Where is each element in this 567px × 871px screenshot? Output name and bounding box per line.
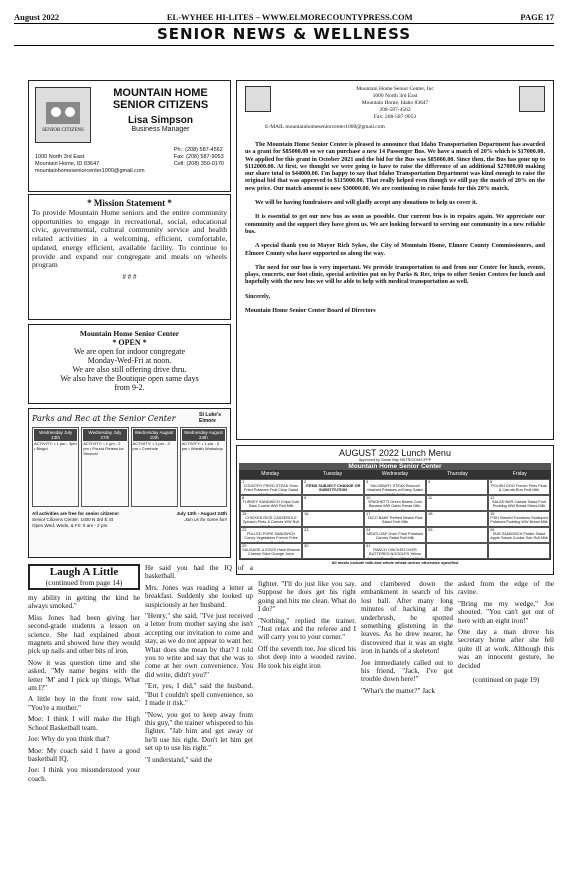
letter-p5: The need for our bus is very important. We provide transportation to and from our Center for lunch, events, plays, concerts, our foot clinic, special activities put on by Parks & Rec, trips to other Senior Centers for lunch and hopefully with the new bus we will be able to help with medical transportation as well. (245, 264, 545, 286)
menu-day-number: 10 (366, 495, 371, 500)
laugh-col2 (145, 564, 253, 767)
activity-card: Wednesday July 27th ACTIVITY: • 1 pm - 2 pm • Pound Fitness for Seniors! (81, 427, 128, 507)
day-header: Friday (489, 470, 551, 478)
business-card (28, 80, 231, 192)
menu-day-number: 1 (242, 479, 245, 484)
parks-days (32, 427, 227, 507)
menu-day-number: 4 (428, 479, 431, 484)
menu-day-headers (239, 470, 551, 478)
letter-p3: It is essential to get our new bus as soon as possible. Our current bus is in repairs again. We appreciate our community and the support they have given us. We are looking forward to serving our community in a new reliable bus. (245, 214, 545, 235)
menu-cell (426, 479, 488, 495)
joke-paragraph: A little boy in the front row said, "You're a mother." (28, 695, 140, 712)
joke-paragraph: One day a man drove his secretary home after she fell quite ill at work. Although this was an innocent gesture, he decided (458, 628, 554, 670)
menu-items: CHICKEN RICE CASSEROLE Spinach Peas & Carrots WW Roll Milk Brownie (242, 516, 300, 527)
menu-cell (364, 543, 426, 559)
day-header: Thursday (426, 470, 488, 478)
menu-day-number: 23 (304, 527, 309, 532)
bc-cell: Cell: (208) 350-0170 (173, 161, 224, 167)
menu-center: Mountain Home Senior Center (239, 463, 551, 470)
bc-fax: Fax: (208) 587-9053 (173, 154, 224, 160)
joke-paragraph: fighter. "I'll do just like you say. Suppose he does get his right going and hits me clean. What do I do?" (258, 580, 356, 614)
menu-cell (488, 495, 550, 511)
open-notice (28, 324, 231, 404)
letter-logo-right (519, 86, 545, 112)
menu-cell (364, 479, 426, 495)
senior-citizens-logo (35, 87, 91, 143)
joke-paragraph: Joe: I think you misunderstood your coach. (28, 766, 140, 783)
menu-items: TURKEY SANDWICH Chips Cole Slaw Cookie WW Roll Milk (242, 500, 300, 509)
menu-day-number: 18 (428, 511, 433, 516)
letter-closing: Sincerely, (245, 293, 271, 300)
day-header: Wednesday (364, 470, 426, 478)
menu-cell (302, 543, 364, 559)
menu-cell (426, 527, 488, 543)
letter-p4: A special thank you to Mayor Rich Sykes, the City of Mountain Home, Elmore County Commissioners, and Elmore County who have supported us along the way. (245, 243, 545, 257)
joke-paragraph: "Now, you got to keep away from this guy," the trainer whispered to his fighter. "Jab him and get away or he'll use his right. Don't let him get set up to use his right." (145, 710, 253, 753)
parks-address: Senior Citizens Center: 1000 N 3rd E St (32, 517, 114, 522)
open-line2: Monday-Wed-Fri at noon. (87, 356, 172, 365)
bc-title-line2: SENIOR CITIZENS (112, 99, 209, 111)
newspaper-page (14, 12, 554, 860)
letter-p2: We will be having fundraisers and will gladly accept any donations to help us cover it. (255, 200, 478, 207)
joke-paragraph: asked from the edge of the ravine. (458, 580, 554, 597)
issue-date: August 2022 (14, 12, 60, 22)
menu-cell (240, 511, 302, 527)
menu-subtitle: Approved by Sarah Bay NDTR/CDM/CFPP (358, 458, 432, 462)
menu-day-number: 30 (304, 543, 309, 548)
parks-dates: July 13th - August 24th (176, 511, 227, 516)
menu-subject-note: ITEMS SUBJECT CHANGE OR SUBSTITUTION (305, 484, 361, 493)
menu-cell (488, 511, 550, 527)
menu-cell (426, 495, 488, 511)
joke-paragraph: Miss Jones had been giving her second-grade students a lesson on science. She had explained about magnets and showed how they would pick up nails and other bits of iron. (28, 613, 140, 656)
menu-day-number: 3 (366, 479, 369, 484)
laugh-cont: (continued from page 14) (45, 578, 123, 587)
menu-items: COUNTRY FRIED STEAK Oven Fried Potatoes Fruit Crisp Salad WW Bread Milk (243, 484, 299, 495)
open-line1: We are open for indoor congregate (73, 347, 186, 356)
joke-paragraph: "Bring me my wedge," Joe shouted. "You can't get out of here with an eight iron!" (458, 599, 554, 625)
laugh-col3 (258, 580, 356, 673)
joke-paragraph: "I understand," said the (145, 755, 213, 764)
menu-day-number: 9 (304, 495, 307, 500)
menu-cell (302, 527, 364, 543)
menu-day-number: 11 (428, 495, 433, 500)
menu-cell (240, 495, 302, 511)
parks-sign: Join us for some fun! (184, 517, 227, 522)
menu-cell (426, 511, 488, 527)
day-header: Tuesday (301, 470, 363, 478)
menu-day-number: 24 (366, 527, 371, 532)
parks-free-note: All activities are free for senior citizens! (32, 511, 119, 516)
letter-fax: Fax: 208-587-9053 (373, 114, 417, 120)
joke-paragraph: and clambered down the embankment in search of his lost ball. After many long minutes of hacking at the underbrush, he spotted something glistening in the leaves. As he drew nearer, he discovered that it was an eight iron in hands of a skeleton! (361, 580, 453, 656)
menu-day-number: 19 (490, 511, 495, 516)
menu-day-number: 22 (242, 527, 247, 532)
menu-items: SPAGHETTI Green Beans Corn Banana WW Garlic Bread Milk, Cake and Ice Cream (368, 500, 422, 511)
open-status: * OPEN * (112, 338, 147, 347)
joke-paragraph: Moe: My coach said I have a good basketball IQ. (28, 746, 140, 763)
activity-card: Wednesday August 10th ACTIVITY: • 1 pm - 3 pm • Cornhole (131, 427, 178, 507)
menu-day-number: 12 (490, 495, 495, 500)
menu-grid (239, 478, 551, 560)
menu-items: POLISH DOG French Fries Peas & Carrots Bun Fruit Milk (491, 484, 547, 493)
menu-items: PULLED PORK SANDWICH Coney Vegetables French Fries Banana Bun Milk (244, 532, 298, 543)
laugh-title: Laugh A Little (49, 566, 119, 578)
menu-items: MEATLOAF Oven Fried Potatoes Carrots Salad Roll Milk (366, 532, 424, 541)
bc-name: Lisa Simpson (127, 115, 193, 126)
menu-items: FISH Stewed Tomatoes Scalloped Potatoes Pudding WW Bread Milk (490, 516, 548, 525)
menu-items: SAUSAGE & EGGS Hash Browns Cheese Stick Orange Juice Biscuit (242, 548, 300, 559)
menu-cell (302, 479, 364, 495)
menu-items: SALISBURY STEAK Broccoli Mashed Potatoes w/Gravy Salad WW Roll Milk (367, 484, 423, 495)
menu-day-number: 25 (428, 527, 433, 532)
menu-footer: All meals include milk and whole wheat unless otherwise specified (331, 560, 459, 565)
bc-role: Business Manager (131, 126, 190, 133)
menu-cell (364, 527, 426, 543)
letter-logo-left (245, 86, 271, 112)
joke-paragraph: Mrs. Jones was reading a letter at breakfast. Suddenly she looked up suspiciously at her husband. (145, 583, 253, 609)
menu-cell (302, 511, 364, 527)
joke-paragraph: Off the seventh tee, Joe sliced his shot deep into a wooded ravine. He took his eight iron (258, 644, 356, 670)
joke-paragraph: my ability in getting the kind he always smoked." (28, 594, 140, 611)
open-line4: We also have the Boutique open same days (60, 374, 199, 383)
menu-cell (364, 511, 426, 527)
continued-note: (continued on page 19) (472, 676, 540, 685)
parks-hours: Open Wed, Weds, & Fri: 9 am - 2 pm (32, 523, 108, 528)
letter-addr1: 1000 North 3rd East (372, 93, 418, 99)
menu-title: AUGUST 2022 Lunch Menu (339, 448, 451, 458)
menu-items: SUB SANDWICH Potato Salad Apple Sauce Cookie Sub Roll Milk (490, 532, 548, 541)
menu-day-number: 29 (242, 543, 247, 548)
menu-cell (240, 479, 302, 495)
menu-day-number: 31 (366, 543, 371, 548)
activity-card: Wednesday August 24th ACTIVITY: • 1 pm - 3 pm • Wreath Workshop (180, 427, 227, 507)
open-line3: We are also still offering drive thru. (72, 365, 187, 374)
logo-text: SENIOR CITIZENS (42, 127, 84, 133)
menu-day-number: 26 (490, 527, 495, 532)
joke-paragraph: Joe: Why do you think that? (28, 735, 110, 744)
menu-items: SALAD BAR Caesar Salad Fruit Pudding WW Bread Sticks Milk (491, 500, 547, 509)
letter-signature: Mountain Home Senior Center Board of Directors (245, 308, 376, 315)
activity-card: Wednesday July 13th ACTIVITY: • 1 pm - 3pm • Bingo! (32, 427, 79, 507)
joke-paragraph: "Err, yes, I did," said the husband. "But I couldn't spell convenience, so I made it risk." (145, 682, 253, 708)
menu-day-number: 17 (366, 511, 371, 516)
bc-phone: Ph.: (208) 587-4562 (173, 147, 223, 153)
mission-text: To provide Mountain Home seniors and the entire community opportunities to engage in recreational, social, educational civic, governmental, cultural community service and health related activities in a welcoming, efficient, comfortable, updated, energy efficient, available facility. To continue to provide and expand our congregate and meals on wheels program (32, 208, 227, 270)
open-line5: from 9-2. (114, 383, 145, 392)
mission-end: # # # (122, 272, 137, 281)
bc-address1: 1000 North 3rd East (35, 154, 85, 160)
menu-day-number: 5 (490, 479, 493, 484)
day-header: Monday (239, 470, 301, 478)
menu-cell (240, 543, 302, 559)
bc-email: mountainhomeseniorcenter1000@gmail.com (35, 168, 145, 174)
letter-email: E-MAIL mountainhomeseniorcenter1000@gmail.com (265, 124, 385, 130)
letter-phone: 208-587-4562 (379, 107, 411, 113)
senior-center-letter (236, 80, 554, 440)
lunch-menu (236, 445, 554, 575)
laugh-col4 (361, 580, 453, 698)
joke-paragraph: Moe: I think I will make the High School Basketball team. (28, 715, 140, 732)
masthead: EL-WYHEE HI-LITES – WWW.ELMORECOUNTYPRESS.COM (166, 12, 413, 22)
laugh-col1 (28, 594, 140, 786)
menu-items: RANCH CHICKEN OVER BUTTERED NOODLES Yellow Squash Peas Bread Sticks Milk & (366, 548, 424, 559)
mission-statement (28, 194, 231, 320)
mission-title: * Mission Statement * (87, 198, 172, 208)
menu-cell (488, 527, 550, 543)
st-lukes-logo: St Luke's Elmore (199, 412, 222, 424)
page-header (14, 12, 554, 24)
menu-day-number: 16 (304, 511, 309, 516)
menu-cell (302, 495, 364, 511)
letter-p1: The Mountain Home Senior Center is pleased to announce that Idaho Transportation Department has awarded us a grant for $85000.00 so we can purchase a new 14 Passenger Bus. We have a match of 20% which is $17000.00. We applied for this grant in October 2021 and the bid for the Bus was $85000.00. Since then, the Bus has gone up to $112000.00. At first, we thought we were going to have to raise the difference of an additional $27000.00 making our share total to $44000.00. I'm happy to say that Idaho Transportation Department was kind enough to raise the original bid that was approved to $115000.00. That really helped even though we still pay the match of 20% on the new price. Our match amount is now $30000.00. We are continuing to raise funds for this 20% match. (245, 142, 545, 192)
joke-paragraph: "What's the matter?" Jack (361, 686, 436, 695)
letter-addr2: Mountain Home, Idaho 83647 (361, 100, 429, 106)
joke-paragraph: Now it was question time and she asked, "My name begins with the letter 'M' and I pick up things. What am I?" (28, 658, 140, 693)
bc-title-line1: MOUNTAIN HOME (113, 87, 208, 99)
joke-paragraph: "Nothing," replied the trainer. "Just relax and the referee and I will carry you to your corner." (258, 616, 356, 642)
menu-cell (488, 543, 550, 559)
menu-cell (240, 527, 302, 543)
parks-rec-flyer (28, 408, 231, 558)
joke-paragraph: "Henry," she said, "I've just received a letter from mother saying she isn't accepting our invitation to come and stay, as we do not appear to want her. What does she mean by that? I told you to write and say that she was to come at her own convenience. You did write, didn't you?" (145, 612, 253, 679)
menu-cell (488, 479, 550, 495)
page-number: PAGE 17 (520, 12, 554, 22)
joke-paragraph: He said you had the IQ of a basketball. (145, 564, 253, 581)
menu-cell (426, 543, 488, 559)
parks-title: Parks and Rec at the Senior Center (32, 413, 176, 423)
laugh-title-box (28, 564, 140, 590)
joke-paragraph: Joe immediately called out to his friend, "Jack, I've got trouble down here!" (361, 658, 453, 684)
letter-org: Mountain Home Senior Center, Inc (356, 86, 434, 92)
menu-day-number: 15 (242, 511, 247, 516)
section-title: SENIOR NEWS & WELLNESS (14, 25, 554, 46)
menu-items: TACO BAKE Refried Beans Rice Salad Fruit Milk (367, 516, 423, 525)
laugh-col5 (458, 580, 554, 687)
open-title: Mountain Home Senior Center (79, 329, 180, 338)
menu-day-number: 2 (304, 479, 307, 484)
menu-cell (364, 495, 426, 511)
bc-address2: Mountain Home, ID 83647 (35, 161, 100, 167)
menu-day-number: 8 (242, 495, 245, 500)
